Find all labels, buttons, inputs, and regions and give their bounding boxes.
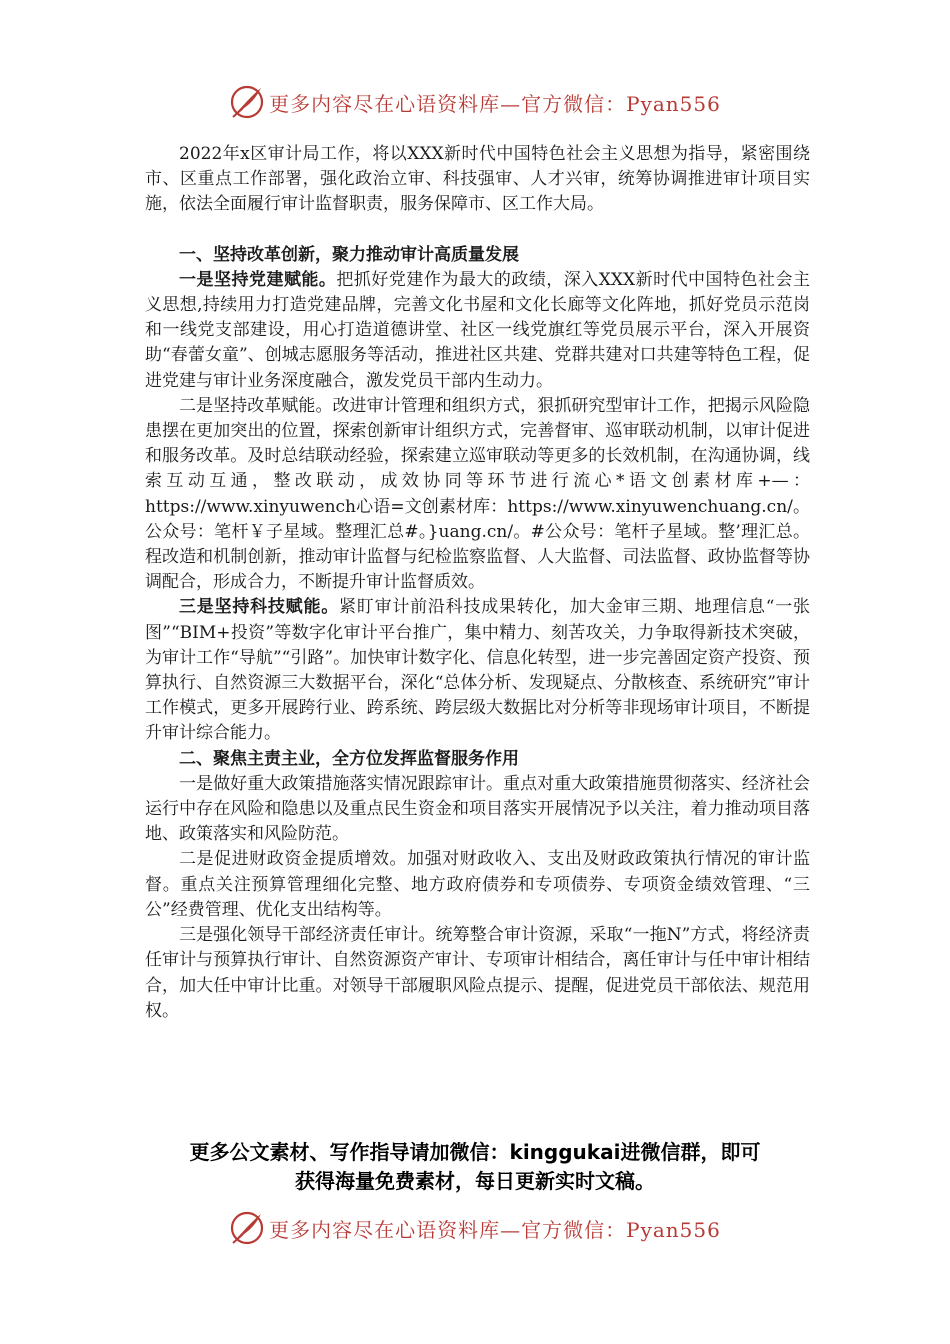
section-2-paragraph-1: 一是做好重大政策措施落实情况跟踪审计。重点对重大政策措施贯彻落实、经济社会运行中存在风险和隐患以及重点民生资金和项目落实开展情况予以关注，着力推动项目落地、政策落实和风险防范。 [145,773,810,845]
section-2-heading: 二、聚焦主责主业，全方位发挥监督服务作用 [179,748,519,769]
section-1-heading: 一、坚持改革创新，聚力推动审计高质量发展 [179,244,519,265]
section-2-paragraph-3: 三是强化领导干部经济责任审计。统筹整合审计资源，采取“一拖N”方式，将经济责任审计与预算执行审计、自然资源资产审计、专项审计相结合，离任审计与任中审计相结合，加大任中审计比重。对领导干部履职风险点提示、提醒，促进党员干部依法、规范用权。 [145,925,810,1021]
section-1-paragraph-1-lead: 一是坚持党建赋能。 [179,269,337,290]
promo-line-1: 更多公文素材、写作指导请加微信：kinggukai进微信群，即可 [189,1140,761,1164]
promo-block [100,1138,850,1196]
section-1-paragraph-2: 二是坚持改革赋能。改进审计管理和组织方式，狠抓研究型审计工作，把揭示风险隐患摆在更加突出的位置，探索创新审计组织方式，完善督审、巡审联动机制，以审计促进和服务改革。及时总结联动经验，探索建立巡审联动等更多的长效机制，在沟通协调，线索互动互通，整改联动，成效协同等环节进行流心*语文创素材库+—：https://www.xinyuwench心语=文创素材库：https://www.xinyuwenchuang.cn/。公众号：笔杆￥子星域。整理汇总#。}uang.cn/。#公众号：笔杆子星域。整’理汇总。程改造和机制创新，推动审计监督与纪检监察监督、人大监督、司法监督、政协监督等协调配合，形成合力，不断提升审计监督质效。 [145,395,810,593]
section-2-paragraph-2: 二是促进财政资金提质增效。加强对财政收入、支出及财政政策执行情况的审计监督。重点关注预算管理细化完整、地方政府债券和专项债券、专项资金绩效管理、“三公”经费管理、优化支出结构等。 [145,849,810,920]
watermark-text: 更多内容尽在心语资料库—官方微信：Pyan556 [269,1217,721,1242]
section-1-paragraph-1 [145,268,810,394]
footer-watermark-banner [0,1208,950,1248]
quill-logo-icon [229,84,265,120]
section-1-paragraph-3-lead: 三是坚持科技赋能。 [179,597,340,618]
watermark-text: 更多内容尽在心语资料库—官方微信：Pyan556 [269,91,721,116]
section-1-paragraph-3 [145,595,810,746]
quill-logo-icon [229,1210,265,1246]
promo-line-2: 获得海量免费素材，每日更新实时文稿。 [295,1169,655,1193]
section-1-paragraph-1-body: 把抓好党建作为最大的政绩，深入XXX新时代中国特色社会主义思想,持续用力打造党建品牌，完善文化书屋和文化长廊等文化阵地，抓好党员示范岗和一线党支部建设，用心打造道德讲堂、社区一线党旗红等党员展示平台，深入开展资助“春蕾女童”、创城志愿服务等活动，推进社区共建、党群共建对口共建等特色工程，促进党建与审计业务深度融合，激发党员干部内生动力。 [145,269,810,391]
intro-paragraph: 2022年x区审计局工作，将以XXX新时代中国特色社会主义思想为指导，紧密围绕市、区重点工作部署，强化政治立审、科技强审、人才兴审，统筹协调推进审计项目实施，依法全面履行审计监督职责，服务保障市、区工作大局。 [145,144,810,215]
header-watermark-banner [0,82,950,122]
document-body [145,142,810,1024]
section-1-paragraph-3-body: 紧盯审计前沿科技成果转化，加大金审三期、地理信息“一张图”“BIM+投资”等数字化审计平台推广，集中精力、刻苦攻关，力争取得新技术突破，为审计工作“导航”“引路”。加快审计数字化、信息化转型，进一步完善固定资产投资、预算执行、自然资源三大数据平台，深化“总体分析、发现疑点、分散核查、系统研究”审计工作模式，更多开展跨行业、跨系统、跨层级大数据比对分析等非现场审计项目，不断提升审计综合能力。 [145,597,810,744]
